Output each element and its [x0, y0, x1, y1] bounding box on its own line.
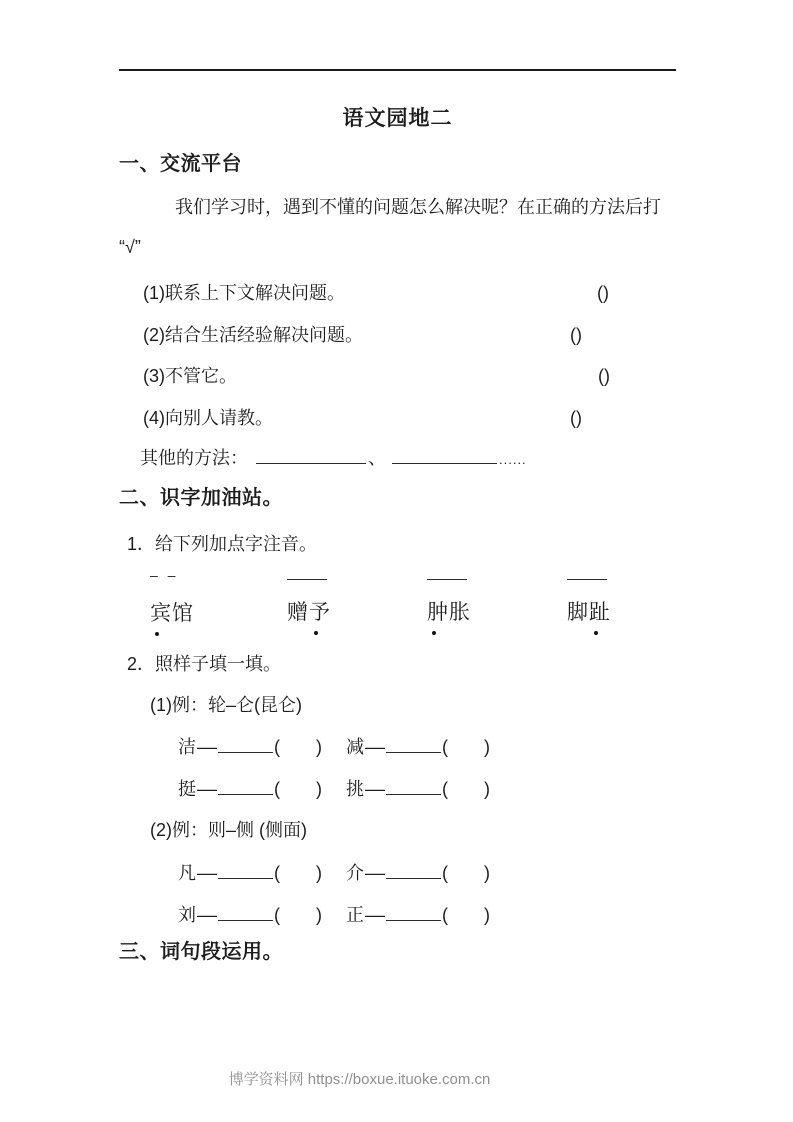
word-char: 胀: [449, 601, 470, 624]
pinyin-word-column: [427, 570, 471, 624]
section1-heading: 一、交流平台: [119, 153, 242, 175]
checklist-item-text: (2)结合生活经验解决问题。: [143, 325, 363, 345]
checklist-item: [143, 282, 676, 304]
footer-watermark: 博学资料网 https://boxue.ituoke.com.cn: [228, 1071, 491, 1088]
pair-char: 介: [346, 863, 364, 883]
other-methods-label: 其他的方法：: [140, 448, 248, 468]
word-char: 馆: [172, 602, 193, 625]
other-methods-row: [140, 447, 527, 471]
pair-dashes: ––: [365, 905, 386, 925]
answer-parentheses: ( ): [274, 863, 323, 883]
intro-line-2-checkmark: “√”: [119, 237, 141, 257]
checklist-item: [143, 365, 676, 387]
fill-pair: [346, 777, 514, 801]
fill-blank: [386, 738, 441, 753]
fill-blank: [218, 906, 273, 921]
word-char: 肿: [427, 602, 449, 624]
answer-parentheses: ( ): [274, 905, 323, 925]
pinyin-word-column: [567, 570, 611, 624]
section2-heading: 二、识字加油站。: [119, 487, 283, 509]
pair-dashes: ––: [365, 737, 386, 757]
fill-blank: [386, 864, 441, 879]
example-label: (1)例：轮–仑(昆仑): [150, 695, 302, 715]
checklist-item: [143, 407, 676, 429]
enumeration-comma: 、: [368, 448, 386, 468]
fill-blank: [218, 780, 273, 795]
fill-pair-row: [178, 903, 514, 927]
pinyin-word-column: [287, 570, 331, 624]
pinyin-words-row: [119, 567, 676, 650]
pair-dashes: ––: [197, 905, 218, 925]
checklist-item-text: (1)联系上下文解决问题。: [143, 283, 345, 303]
pair-dashes: ––: [197, 863, 218, 883]
word-char: 脚: [567, 601, 588, 624]
answer-parentheses: ( ): [442, 779, 491, 799]
fill-blank: [256, 448, 366, 464]
answer-parentheses: ( ): [442, 737, 491, 757]
fill-pair-row: [178, 861, 514, 885]
fill-pair-row: [178, 735, 514, 759]
dotted-word: [150, 603, 194, 625]
word-char: 赠: [287, 601, 308, 624]
answer-parentheses: (): [598, 366, 610, 386]
pair-dashes: ––: [197, 779, 218, 799]
dotted-word: [427, 602, 471, 624]
answer-parentheses: (): [570, 325, 582, 345]
pair-char: 正: [346, 905, 364, 925]
fill-blank: [386, 780, 441, 795]
emphasis-dot: [594, 631, 598, 635]
pair-char: 挺: [178, 779, 196, 799]
fill-pair: [346, 735, 514, 759]
checklist-item-text: (3)不管它。: [143, 366, 237, 386]
top-rule: [119, 69, 676, 71]
fill-blank: [218, 864, 273, 879]
fill-pair: [178, 777, 346, 801]
pair-char: 凡: [178, 863, 196, 883]
page-content: [119, 0, 676, 1122]
answer-parentheses: ( ): [274, 737, 323, 757]
page-title: 语文园地二: [342, 107, 453, 130]
ellipsis: ......: [499, 452, 527, 467]
pair-dashes: ––: [365, 863, 386, 883]
answer-parentheses: (): [597, 283, 609, 303]
pinyin-blank-line: [427, 570, 467, 580]
fill-pair-row: [178, 777, 514, 801]
pair-dashes: ––: [197, 737, 218, 757]
pinyin-blank-dashes: – –: [150, 567, 179, 583]
checklist-item-text: (4)向别人请教。: [143, 408, 273, 428]
pair-dashes: ––: [365, 779, 386, 799]
word-char: 宾: [150, 603, 172, 625]
pair-char: 减: [346, 737, 364, 757]
example-label: (2)例：则–侧 (侧面): [150, 820, 307, 840]
fill-blank: [218, 738, 273, 753]
fill-pair: [178, 735, 346, 759]
pair-char: 洁: [178, 737, 196, 757]
pinyin-blank-line: [287, 570, 327, 580]
intro-line-1: 我们学习时，遇到不懂的问题怎么解决呢？在正确的方法后打: [175, 197, 661, 217]
question2-label: 2．照样子填一填。: [127, 654, 282, 674]
answer-parentheses: ( ): [274, 779, 323, 799]
word-char: 予: [309, 602, 331, 624]
fill-pair: [346, 861, 514, 885]
pinyin-word-column: [150, 567, 194, 625]
emphasis-dot: [314, 631, 318, 635]
fill-pair: [178, 861, 346, 885]
fill-blank: [392, 448, 497, 464]
dotted-word: [287, 602, 331, 624]
checklist-item: [143, 324, 676, 346]
answer-parentheses: ( ): [442, 905, 491, 925]
word-char: 趾: [589, 602, 611, 624]
pinyin-blank-line: [567, 570, 607, 580]
emphasis-dot: [432, 631, 436, 635]
dotted-word: [567, 602, 611, 624]
pair-char: 挑: [346, 779, 364, 799]
emphasis-dot: [155, 632, 159, 636]
pair-char: 刘: [178, 905, 196, 925]
fill-pair: [178, 903, 346, 927]
answer-parentheses: (): [570, 408, 582, 428]
fill-blank: [386, 906, 441, 921]
section3-heading: 三、词句段运用。: [119, 941, 283, 963]
answer-parentheses: ( ): [442, 863, 491, 883]
fill-pair: [346, 903, 514, 927]
question1-label: 1．给下列加点字注音。: [127, 534, 318, 554]
